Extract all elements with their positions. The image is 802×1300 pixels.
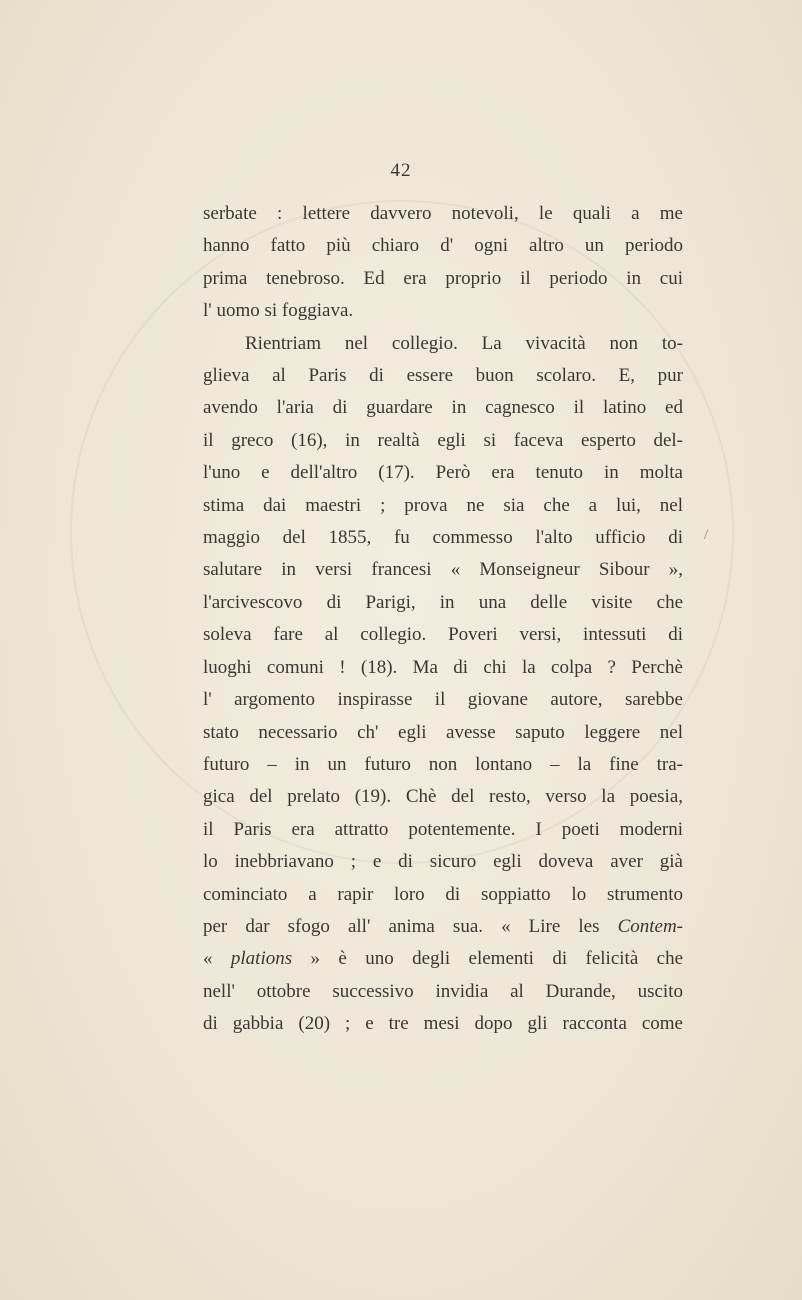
- text-line: nell' ottobre successivo invidia al Durande, uscito: [203, 980, 683, 1002]
- text-line: l' argomento inspirasse il giovane autore, sarebbe: [203, 689, 683, 711]
- text-line: cominciato a rapir loro di soppiatto lo strumento: [203, 883, 683, 905]
- paragraph-start-line: Rientriam nel collegio. La vivacità non to-: [245, 332, 683, 354]
- text-line: luoghi comuni ! (18). Ma di chi la colpa ? Perchè: [203, 656, 683, 678]
- text-line: stato necessario ch' egli avesse saputo leggere nel: [203, 721, 683, 743]
- text-line: lo inebbriavano ; e di sicuro egli doveva aver già: [203, 851, 683, 873]
- italic-title-part: plations: [230, 948, 293, 970]
- text-line: prima tenebroso. Ed era proprio il periodo in cui: [203, 267, 683, 289]
- text-line: l'uno e dell'altro (17). Però era tenuto in molta: [203, 462, 683, 484]
- text-line: avendo l'aria di guardare in cagnesco il latino ed: [203, 397, 683, 419]
- italic-title-part: Contem-: [617, 915, 683, 937]
- text-line: stima dai maestri ; prova ne sia che a lui, nel: [203, 494, 683, 516]
- text-line: [203, 911, 683, 943]
- body-text: [203, 198, 683, 1041]
- text-line: glieva al Paris di essere buon scolaro. E, pur: [203, 365, 683, 387]
- text-line: il Paris era attratto potentemente. I poeti moderni: [203, 818, 683, 840]
- text-line: il greco (16), in realtà egli si faceva esperto del-: [203, 429, 683, 451]
- text-line: l'arcivescovo di Parigi, in una delle visite che: [203, 591, 683, 613]
- text-line: salutare in versi francesi « Monseigneur Sibour »,: [203, 559, 683, 581]
- text-segment: «: [203, 948, 231, 970]
- text-segment: per dar sfogo all' anima sua. « Lire les: [203, 915, 618, 937]
- text-segment: » è uno degli elementi di felicità che: [292, 948, 684, 970]
- text-line: futuro – in un futuro non lontano – la fine tra-: [203, 753, 683, 775]
- text-line: l' uomo si foggiava.: [203, 300, 354, 322]
- text-line: di gabbia (20) ; e tre mesi dopo gli racconta come: [203, 1013, 683, 1035]
- text-line: gica del prelato (19). Chè del resto, verso la poesia,: [203, 786, 683, 808]
- text-line: serbate : lettere davvero notevoli, le quali a me: [203, 203, 683, 224]
- text-line: maggio del 1855, fu commesso l'alto ufficio di: [203, 527, 683, 549]
- margin-pencil-mark: /: [704, 527, 709, 543]
- text-line: [203, 943, 683, 975]
- text-line: hanno fatto più chiaro d' ogni altro un periodo: [203, 235, 683, 257]
- page-number: 42: [390, 160, 412, 181]
- text-line: soleva fare al collegio. Poveri versi, intessuti di: [203, 624, 683, 646]
